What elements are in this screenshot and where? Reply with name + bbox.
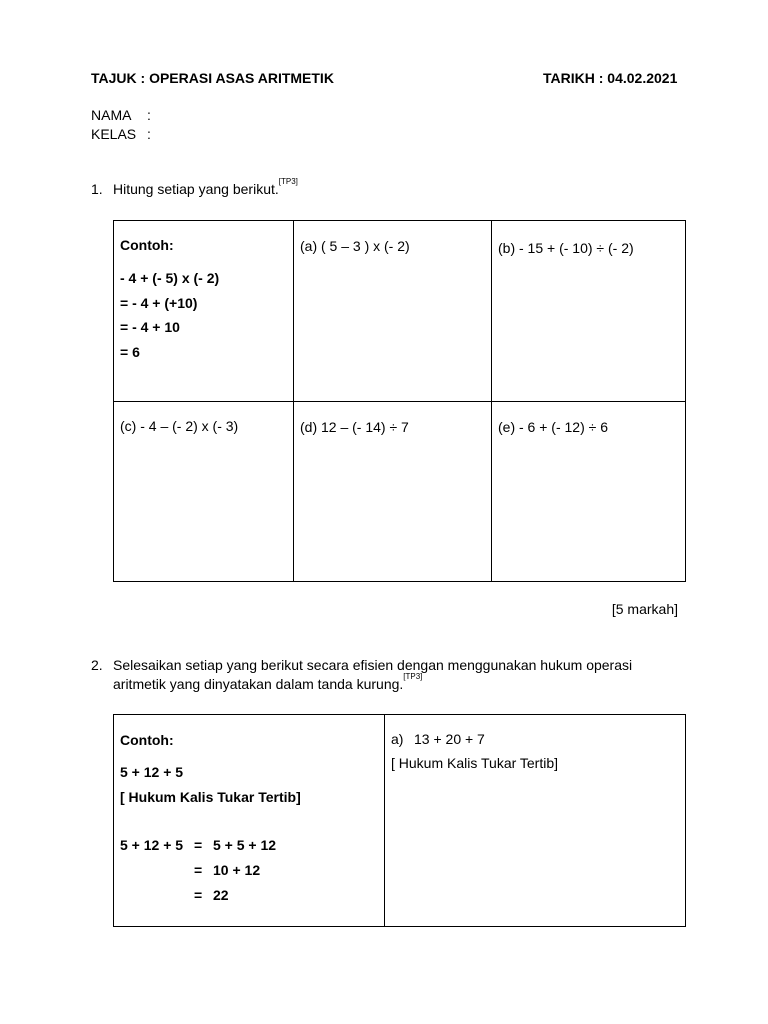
q1-answer-cell-d[interactable] (294, 402, 492, 582)
q2-table (113, 714, 686, 927)
q2-instruction-line2 (113, 672, 423, 692)
q2-text-line2: aritmetik yang dinyatakan dalam tanda kurung. (113, 676, 404, 692)
q2-text-line1: Selesaikan setiap yang berikut secara efisien dengan menggunakan hukum operasi (113, 657, 633, 673)
q1-answer-cell-b[interactable] (492, 221, 686, 402)
q1-question-d: (d) 12 – (- 14) ÷ 7 (300, 419, 409, 435)
q1-question-b: (b) - 15 + (- 10) ÷ (- 2) (498, 240, 634, 256)
q1-question-c: (c) - 4 – (- 2) x (- 3) (120, 418, 239, 434)
q1-question-e: (e) - 6 + (- 12) ÷ 6 (498, 419, 608, 435)
q1-answer-cell-a[interactable] (294, 221, 492, 402)
q2-example-equals: = (194, 837, 203, 853)
q1-answer-cell-c[interactable] (114, 402, 294, 582)
q1-answer-cell-e[interactable] (492, 402, 686, 582)
q2-example-expr: 5 + 12 + 5 (120, 764, 184, 780)
q2-example-step: 5 + 5 + 12 (213, 837, 277, 853)
q2-question-a-law: [ Hukum Kalis Tukar Tertib] (391, 755, 559, 771)
q1-example-cell (114, 221, 294, 402)
q1-example-line: = - 4 + 10 (120, 319, 180, 335)
class-colon: : (147, 126, 151, 142)
q1-tag: [TP3] (278, 177, 298, 186)
q1-example-line: = 6 (120, 344, 140, 360)
q2-answer-cell-a[interactable] (385, 715, 686, 927)
date-label: TARIKH : 04.02.2021 (543, 70, 678, 86)
q1-example-line: - 4 + (- 5) x (- 2) (120, 270, 220, 286)
q1-instruction (113, 177, 298, 197)
q2-question-a-expr: 13 + 20 + 7 (414, 731, 485, 747)
q1-table (113, 220, 686, 582)
q1-question-a: (a) ( 5 – 3 ) x (- 2) (300, 238, 410, 254)
q1-text: Hitung setiap yang berikut. (113, 181, 279, 197)
q2-example-equals: = (194, 887, 203, 903)
q2-number: 2. (91, 657, 103, 673)
q2-example-step: 22 (213, 887, 229, 903)
q2-example-equals: = (194, 862, 203, 878)
q1-example-title: Contoh: (120, 237, 174, 253)
q2-example-cell (114, 715, 385, 927)
q1-marks: [5 markah] (611, 601, 678, 617)
q2-question-a-label: a) (391, 731, 404, 747)
class-label: KELAS (91, 126, 137, 142)
name-colon: : (147, 107, 151, 123)
name-label: NAMA (91, 107, 132, 123)
q2-example-title: Contoh: (120, 732, 174, 748)
page-title: TAJUK : OPERASI ASAS ARITMETIK (91, 70, 334, 86)
q2-example-work-lhs: 5 + 12 + 5 (120, 837, 184, 853)
q1-number: 1. (91, 181, 103, 197)
q2-example-step: 10 + 12 (213, 862, 261, 878)
q2-example-law: [ Hukum Kalis Tukar Tertib] (120, 789, 301, 805)
q2-tag: [TP3] (403, 672, 423, 681)
q1-example-line: = - 4 + (+10) (120, 295, 198, 311)
